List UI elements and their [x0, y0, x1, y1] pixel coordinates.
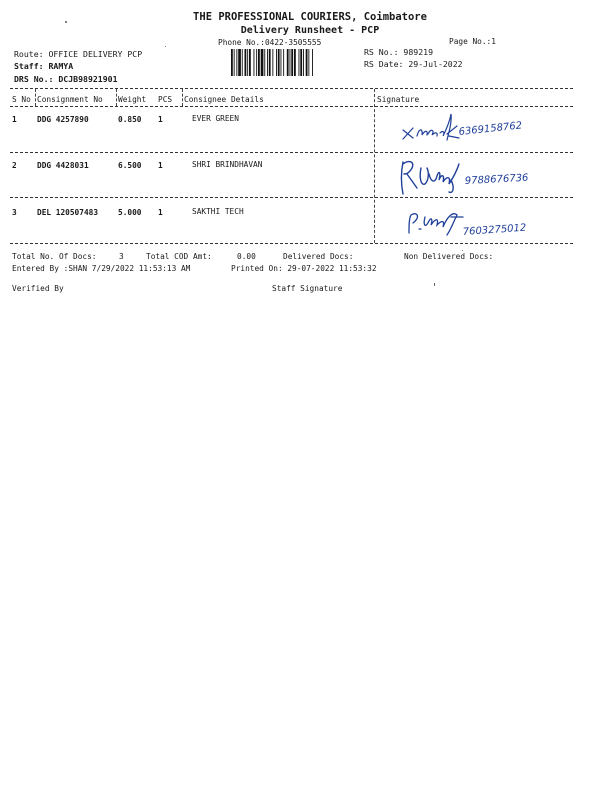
col-header-weight: Weight	[118, 95, 147, 104]
row2-weight: 6.500	[118, 161, 142, 170]
barcode-bar	[300, 49, 302, 76]
barcode-bar	[258, 49, 260, 76]
header-bottom-rule	[10, 106, 573, 107]
col-divider	[35, 89, 36, 106]
barcode-bar	[247, 49, 248, 76]
barcode-bar	[287, 49, 289, 76]
barcode-bar	[245, 49, 247, 76]
scan-speck	[65, 21, 67, 23]
row2-sno: 2	[12, 161, 17, 170]
table-bottom-rule	[10, 243, 573, 244]
non-delivered-docs-label: Non Delivered Docs:	[404, 252, 494, 261]
row2-consignment: DDG 4428031	[37, 161, 89, 170]
printed-on: Printed On: 29-07-2022 11:53:32	[231, 264, 377, 273]
handwritten-phone-row3: 7603275012	[462, 222, 527, 238]
signature-row1	[395, 108, 565, 148]
route-label: Route: OFFICE DELIVERY PCP	[14, 49, 143, 59]
barcode-bar	[303, 49, 304, 76]
row1-pcs: 1	[158, 115, 163, 124]
phone-number: Phone No.:0422-3505555	[218, 38, 322, 47]
col-divider	[374, 89, 375, 243]
barcode-bar	[291, 49, 293, 76]
col-header-pcs: PCS	[158, 95, 173, 104]
row2-consignee: SHRI BRINDHAVAN	[192, 160, 263, 169]
col-divider	[182, 89, 183, 106]
page-number: Page No.:1	[449, 37, 496, 46]
barcode-bar	[238, 49, 241, 76]
barcode-bar	[256, 49, 257, 76]
signature-row3	[405, 199, 570, 241]
barcode-bar	[299, 49, 300, 76]
row3-consignee: SAKTHI TECH	[192, 207, 244, 216]
staff-signature-label: Staff Signature	[272, 284, 343, 293]
row1-weight: 0.850	[118, 115, 142, 124]
barcode-bar	[269, 49, 271, 76]
drs-number: DRS No.: DCJB98921901	[14, 74, 118, 84]
barcode-bar	[236, 49, 237, 76]
total-cod-value: 0.00	[237, 252, 256, 261]
handwritten-phone-row1: 6369158762	[458, 120, 523, 138]
handwritten-phone-row2: 9788676736	[464, 172, 529, 187]
signature-row2	[395, 154, 570, 196]
row-divider	[10, 152, 573, 153]
row3-sno: 3	[12, 208, 17, 217]
row1-consignee: EVER GREEN	[192, 114, 239, 123]
barcode-bar	[254, 49, 255, 76]
barcode-bar	[294, 49, 296, 76]
barcode-bar	[261, 49, 264, 76]
row-divider	[10, 197, 573, 198]
scan-speck	[434, 283, 435, 286]
total-docs-value: 3	[119, 252, 124, 261]
col-divider	[116, 89, 117, 106]
runsheet-subtitle: Delivery Runsheet - PCP	[240, 25, 380, 36]
barcode-bar	[312, 49, 313, 76]
barcode-bar	[267, 49, 268, 76]
barcode-bar	[264, 49, 265, 76]
row2-pcs: 1	[158, 161, 163, 170]
row3-pcs: 1	[158, 208, 163, 217]
barcode-bar	[281, 49, 282, 76]
scan-speck	[462, 250, 463, 251]
entered-by: Entered By :SHAN 7/29/2022 11:53:13 AM	[12, 264, 191, 273]
barcode-bar	[231, 49, 233, 76]
barcode-bar	[283, 49, 284, 76]
total-docs-label: Total No. Of Docs:	[12, 252, 97, 261]
barcode-bar	[308, 49, 309, 76]
barcode-bar	[242, 49, 243, 76]
col-header-signature: Signature	[377, 95, 420, 104]
barcode-bar	[290, 49, 291, 76]
barcode-bar	[278, 49, 280, 76]
scan-speck	[165, 46, 166, 47]
row1-sno: 1	[12, 115, 17, 124]
barcode-bar	[306, 49, 308, 76]
barcode-bar	[234, 49, 235, 76]
row3-weight: 5.000	[118, 208, 142, 217]
row3-consignment: DEL 120507483	[37, 208, 99, 217]
table-top-rule	[10, 88, 573, 89]
barcode-bar	[276, 49, 277, 76]
barcode-image	[231, 49, 357, 76]
barcode-bar	[249, 49, 251, 76]
staff-label: Staff: RAMYA	[14, 61, 74, 71]
rs-date: RS Date: 29-Jul-2022	[364, 59, 463, 69]
total-cod-label: Total COD Amt:	[146, 252, 212, 261]
col-header-consignment: Consignment No	[37, 95, 103, 104]
col-header-sno: S No	[12, 95, 31, 104]
col-header-consignee: Consignee Details	[184, 95, 264, 104]
verified-by: Verified By	[12, 284, 64, 293]
barcode-bar	[272, 49, 273, 76]
delivered-docs-label: Delivered Docs:	[283, 252, 354, 261]
company-title: THE PROFESSIONAL COURIERS, Coimbatore	[193, 11, 427, 23]
rs-number: RS No.: 989219	[364, 47, 434, 57]
row1-consignment: DDG 4257890	[37, 115, 89, 124]
